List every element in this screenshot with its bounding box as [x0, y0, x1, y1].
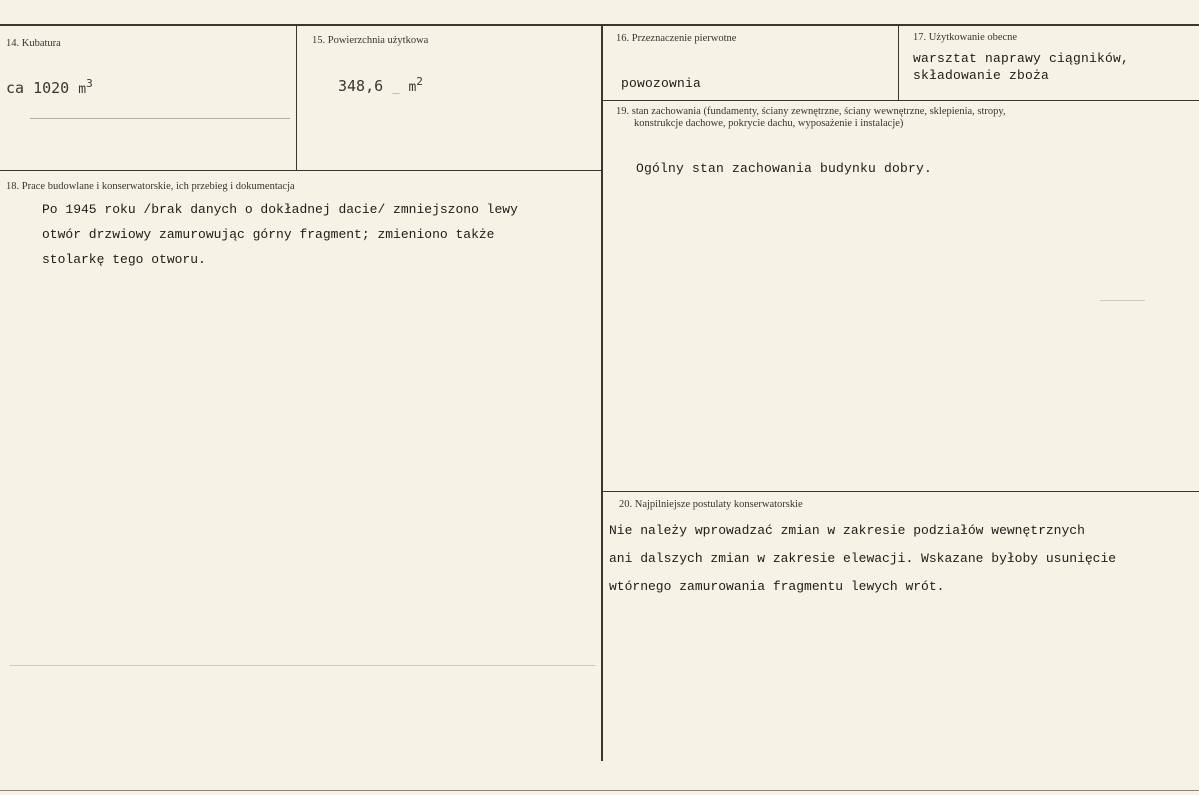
divider-v-main [601, 26, 603, 761]
field-19-value: Ogólny stan zachowania budynku dobry. [636, 161, 933, 176]
field-19-label [616, 106, 1006, 130]
field-16-value: powozownia [621, 76, 702, 91]
volume-exponent: 3 [86, 77, 93, 90]
paper-speck [30, 118, 290, 119]
field-15-label: 15. Powierzchnia użytkowa [312, 35, 429, 46]
area-dash: _ [392, 80, 400, 94]
field-19-label-line: 19. stan zachowania (fundamenty, ściany zewnętrzne, ściany wewnętrzne, sklepienia, stropy, [616, 106, 1006, 117]
field-20-label: 20. Najpilniejsze postulaty konserwatorskie [619, 499, 803, 510]
bottom-border [0, 790, 1199, 791]
field-18-line: stolarkę tego otworu. [42, 252, 206, 267]
field-20-line: wtórnego zamurowania fragmentu lewych wrót. [609, 579, 945, 594]
field-20-text [609, 517, 1116, 601]
field-17-line-2: składowanie zboża [913, 68, 1050, 83]
field-18-label: 18. Prace budowlane i konserwatorskie, ich przebieg i dokumentacja [6, 181, 295, 192]
field-17-line-1: warsztat naprawy ciągników, [913, 51, 1130, 66]
paper-speck [1100, 300, 1145, 301]
divider-h-right-top [602, 100, 1199, 101]
area-exponent: 2 [416, 75, 423, 88]
field-15-value [338, 75, 423, 95]
field-19-label-line: konstrukcje dachowe, pokrycie dachu, wyposażenie i instalacje) [634, 118, 904, 129]
volume-unit: m [78, 82, 87, 97]
field-14-value [6, 77, 93, 97]
area-value: 348,6 [338, 77, 384, 95]
divider-v-16-17 [898, 26, 899, 100]
field-17-label: 17. Użytkowanie obecne [913, 32, 1018, 43]
paper-speck [10, 665, 595, 666]
field-18-line: otwór drzwiowy zamurowując górny fragment; zmieniono także [42, 227, 495, 242]
field-20-line: ani dalszych zmian w zakresie elewacji. Wskazane byłoby usunięcie [609, 551, 1117, 566]
field-20-line: Nie należy wprowadzać zmian w zakresie podziałów wewnętrznych [609, 523, 1085, 538]
field-16-label: 16. Przeznaczenie pierwotne [616, 33, 737, 44]
divider-h-left [0, 170, 602, 171]
divider-v-14-15 [296, 26, 297, 170]
divider-h-right-mid [602, 491, 1199, 492]
field-18-text [42, 197, 518, 272]
volume-value: ca 1020 [6, 79, 70, 97]
field-14-label: 14. Kubatura [6, 38, 61, 49]
top-border [0, 24, 1199, 26]
area-unit: m [408, 80, 417, 95]
field-18-line: Po 1945 roku /brak danych o dokładnej dacie/ zmniejszono lewy [42, 202, 518, 217]
